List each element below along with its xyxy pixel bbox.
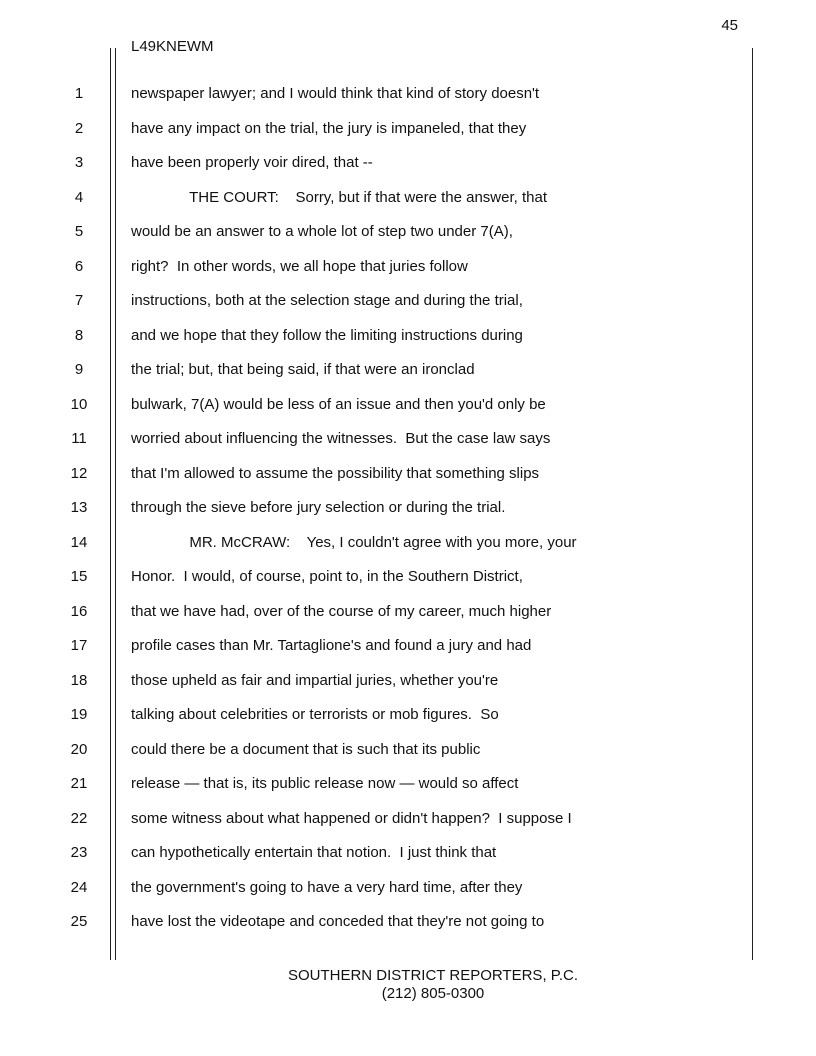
- transcript-line: have any impact on the trial, the jury is impaneled, that they: [131, 119, 527, 137]
- transcript-line: newspaper lawyer; and I would think that kind of story doesn't: [131, 85, 540, 102]
- transcript-line: that we have had, over of the course of my career, much higher: [131, 602, 552, 620]
- transcript-line: could there be a document that is such that its public: [131, 740, 481, 758]
- line-number: 2: [74, 119, 84, 137]
- page-number: 45: [721, 17, 738, 34]
- transcript-line: through the sieve before jury selection or during the trial.: [131, 499, 506, 516]
- transcript-line: the trial; but, that being said, if that were an ironclad: [131, 361, 475, 378]
- transcript-line: Honor. I would, of course, point to, in the Southern District,: [131, 568, 523, 585]
- line-number: 10: [70, 395, 88, 413]
- reporter-phone: (212) 805-0300: [381, 985, 485, 1002]
- left-margin-rule-outer: [110, 48, 111, 960]
- transcript-line: those upheld as fair and impartial juries, whether you're: [131, 671, 499, 689]
- line-number: 19: [70, 706, 88, 723]
- transcript-line: MR. McCRAW: Yes, I couldn't agree with you more, your: [131, 533, 577, 551]
- line-number: 17: [70, 637, 88, 654]
- transcript-line: that I'm allowed to assume the possibility that something slips: [131, 464, 540, 482]
- transcript-line: instructions, both at the selection stage and during the trial,: [131, 292, 523, 309]
- transcript-line: would be an answer to a whole lot of step two under 7(A),: [131, 223, 513, 240]
- line-number: 3: [74, 154, 84, 171]
- line-number: 4: [74, 188, 84, 206]
- line-number: 11: [71, 430, 87, 447]
- page-footer: [0, 967, 816, 1003]
- line-number: 7: [74, 292, 84, 309]
- line-number: 14: [70, 533, 88, 551]
- line-number: 24: [70, 878, 88, 896]
- reporter-company: SOUTHERN DISTRICT REPORTERS, P.C.: [287, 967, 579, 984]
- line-number: 20: [70, 740, 88, 758]
- transcript-line: profile cases than Mr. Tartaglione's and found a jury and had: [131, 637, 532, 654]
- right-margin-rule: [752, 48, 753, 960]
- transcript-header-code: L49KNEWM: [131, 38, 214, 55]
- transcript-line: right? In other words, we all hope that juries follow: [131, 257, 468, 275]
- line-number: 21: [70, 775, 88, 792]
- transcript-line: the government's going to have a very hard time, after they: [131, 878, 523, 896]
- transcript-line: have been properly voir dired, that --: [131, 154, 373, 171]
- transcript-line: have lost the videotape and conceded that they're not going to: [131, 913, 545, 930]
- line-number: 22: [70, 809, 88, 827]
- line-number: 12: [70, 464, 88, 482]
- transcript-line: THE COURT: Sorry, but if that were the answer, that: [131, 188, 547, 206]
- transcript-line: and we hope that they follow the limiting instructions during: [131, 326, 523, 344]
- line-number: 25: [70, 913, 88, 930]
- line-number: 6: [74, 257, 84, 275]
- line-number: 13: [70, 499, 88, 516]
- line-number: 18: [70, 671, 88, 689]
- line-number: 5: [74, 223, 84, 240]
- line-number: 16: [70, 602, 88, 620]
- transcript-line: some witness about what happened or didn't happen? I suppose I: [131, 809, 572, 827]
- left-margin-rule-inner: [115, 48, 116, 960]
- transcript-line: bulwark, 7(A) would be less of an issue and then you'd only be: [131, 395, 546, 413]
- transcript-line: talking about celebrities or terrorists or mob figures. So: [131, 706, 499, 723]
- transcript-line: can hypothetically entertain that notion. I just think that: [131, 844, 497, 861]
- line-number: 9: [74, 361, 84, 378]
- line-number: 23: [70, 844, 88, 861]
- line-number: 8: [74, 326, 84, 344]
- transcript-line: worried about influencing the witnesses. But the case law says: [131, 430, 551, 447]
- line-number: 1: [74, 85, 84, 102]
- line-number: 15: [70, 568, 88, 585]
- transcript-line: release — that is, its public release now — would so affect: [131, 775, 519, 792]
